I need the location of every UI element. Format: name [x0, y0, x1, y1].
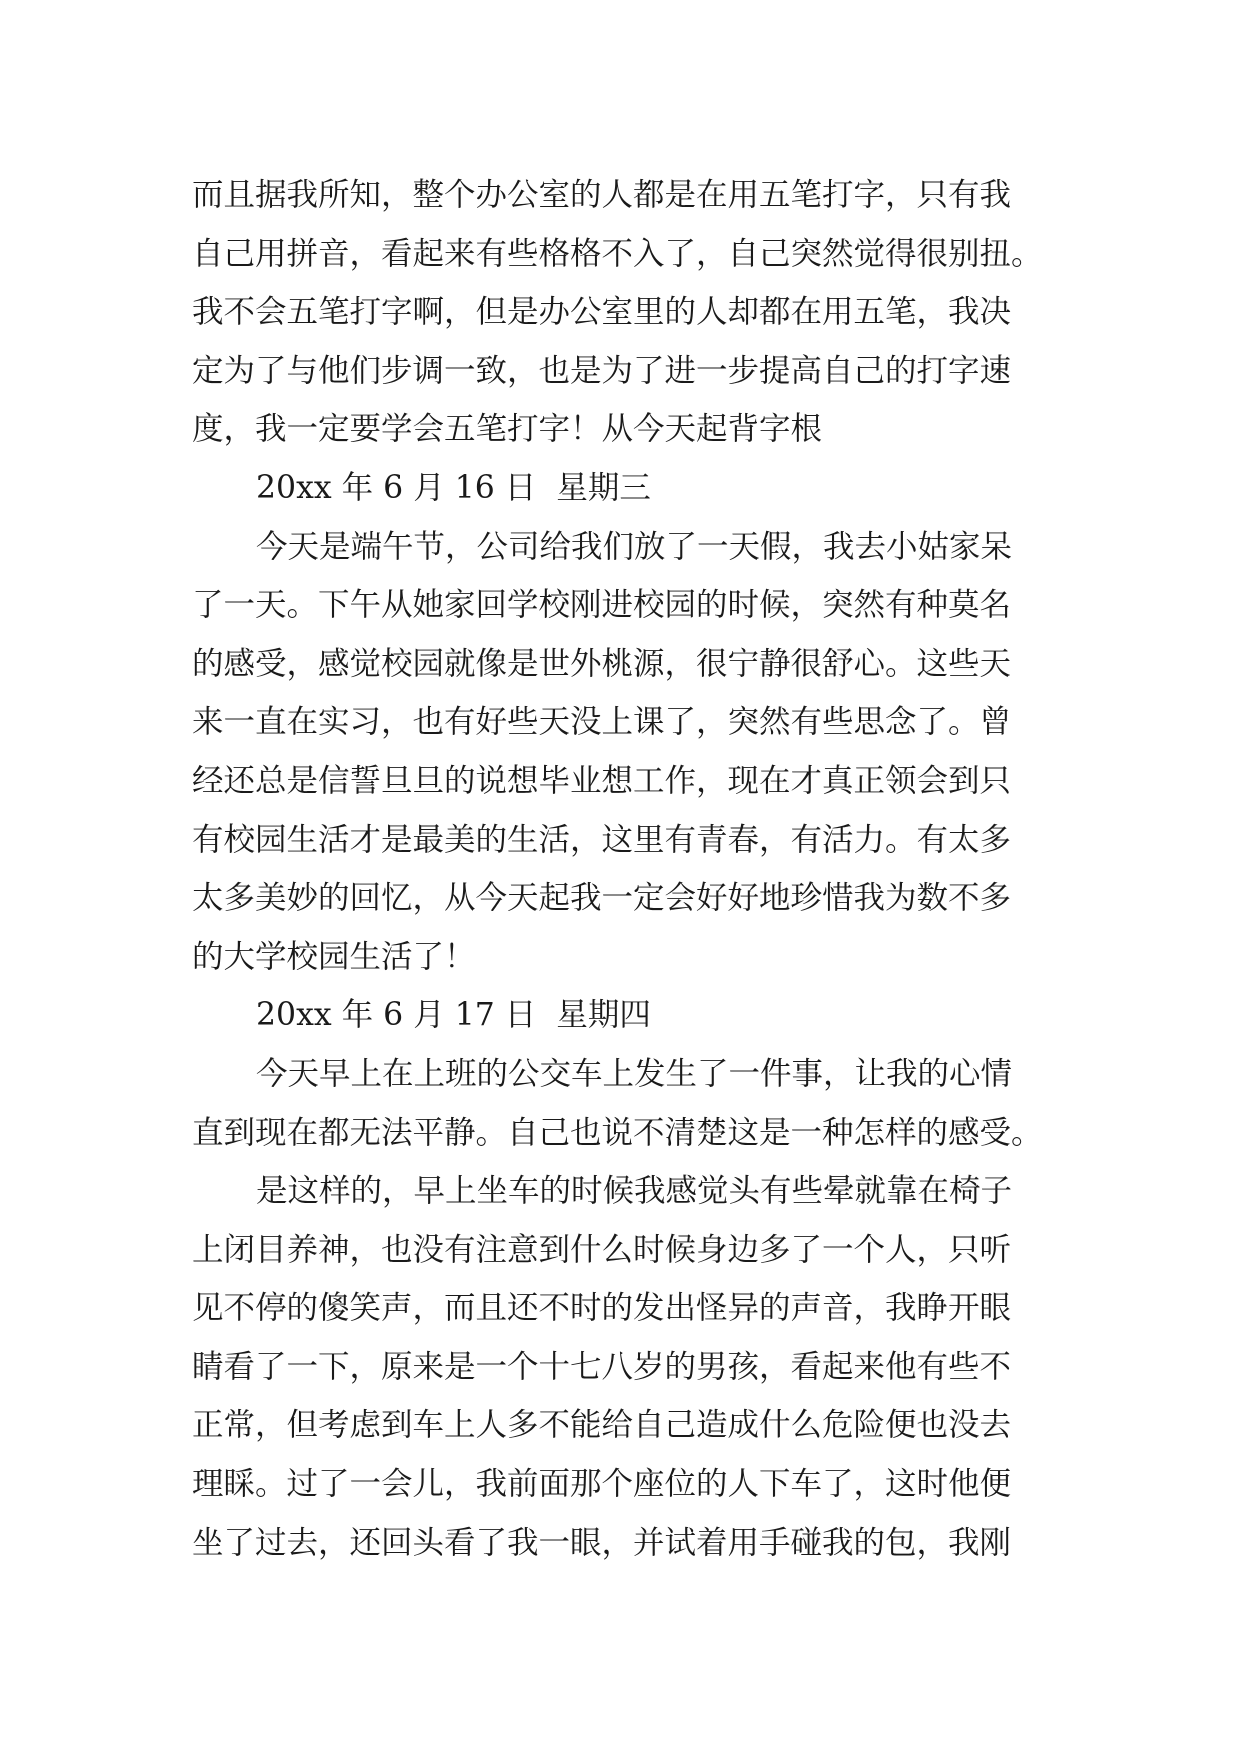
- text-line: 正常，但考虑到车上人多不能给自己造成什么危险便也没去: [192, 1407, 1012, 1444]
- text-line: 自己用拼音，看起来有些格格不入了，自己突然觉得很别扭。: [192, 235, 1043, 272]
- diary-date-heading: 20xx 年 6 月 16 日 星期三: [256, 469, 651, 506]
- text-line: 我不会五笔打字啊，但是办公室里的人却都在用五笔，我决: [192, 294, 1012, 331]
- document-body: [192, 166, 1052, 1572]
- text-line: 太多美妙的回忆，从今天起我一定会好好地珍惜我为数不多: [192, 880, 1012, 917]
- text-line: 定为了与他们步调一致，也是为了进一步提高自己的打字速: [192, 352, 1012, 389]
- text-line: 理睬。过了一会儿，我前面那个座位的人下车了，这时他便: [192, 1466, 1012, 1503]
- text-line: 直到现在都无法平静。自己也说不清楚这是一种怎样的感受。: [192, 1114, 1043, 1151]
- text-line: 经还总是信誓旦旦的说想毕业想工作，现在才真正领会到只: [192, 762, 1012, 799]
- text-line: 的感受，感觉校园就像是世外桃源，很宁静很舒心。这些天: [192, 645, 1012, 682]
- text-line: 今天早上在上班的公交车上发生了一件事，让我的心情: [256, 1055, 1013, 1092]
- text-line: 上闭目养神，也没有注意到什么时候身边多了一个人，只听: [192, 1231, 1012, 1268]
- text-line: 见不停的傻笑声，而且还不时的发出怪异的声音，我睁开眼: [192, 1290, 1012, 1327]
- text-line: 有校园生活才是最美的生活，这里有青春，有活力。有太多: [192, 821, 1012, 858]
- diary-date-heading: 20xx 年 6 月 17 日 星期四: [256, 997, 651, 1034]
- text-line: 今天是端午节，公司给我们放了一天假，我去小姑家呆: [256, 528, 1013, 565]
- text-line: 是这样的，早上坐车的时候我感觉头有些晕就靠在椅子: [256, 1173, 1013, 1210]
- text-line: 来一直在实习，也有好些天没上课了，突然有些思念了。曾: [192, 704, 1012, 741]
- text-line: 坐了过去，还回头看了我一眼，并试着用手碰我的包，我刚: [192, 1524, 1012, 1561]
- text-line: 而且据我所知，整个办公室的人都是在用五笔打字，只有我: [192, 177, 1012, 213]
- text-line: 睛看了一下，原来是一个十七八岁的男孩，看起来他有些不: [192, 1348, 1012, 1385]
- text-line: 的大学校园生活了！: [192, 938, 476, 975]
- text-line: 度，我一定要学会五笔打字！从今天起背字根: [192, 411, 823, 448]
- text-line: 了一天。下午从她家回学校刚进校园的时候，突然有种莫名: [192, 587, 1012, 624]
